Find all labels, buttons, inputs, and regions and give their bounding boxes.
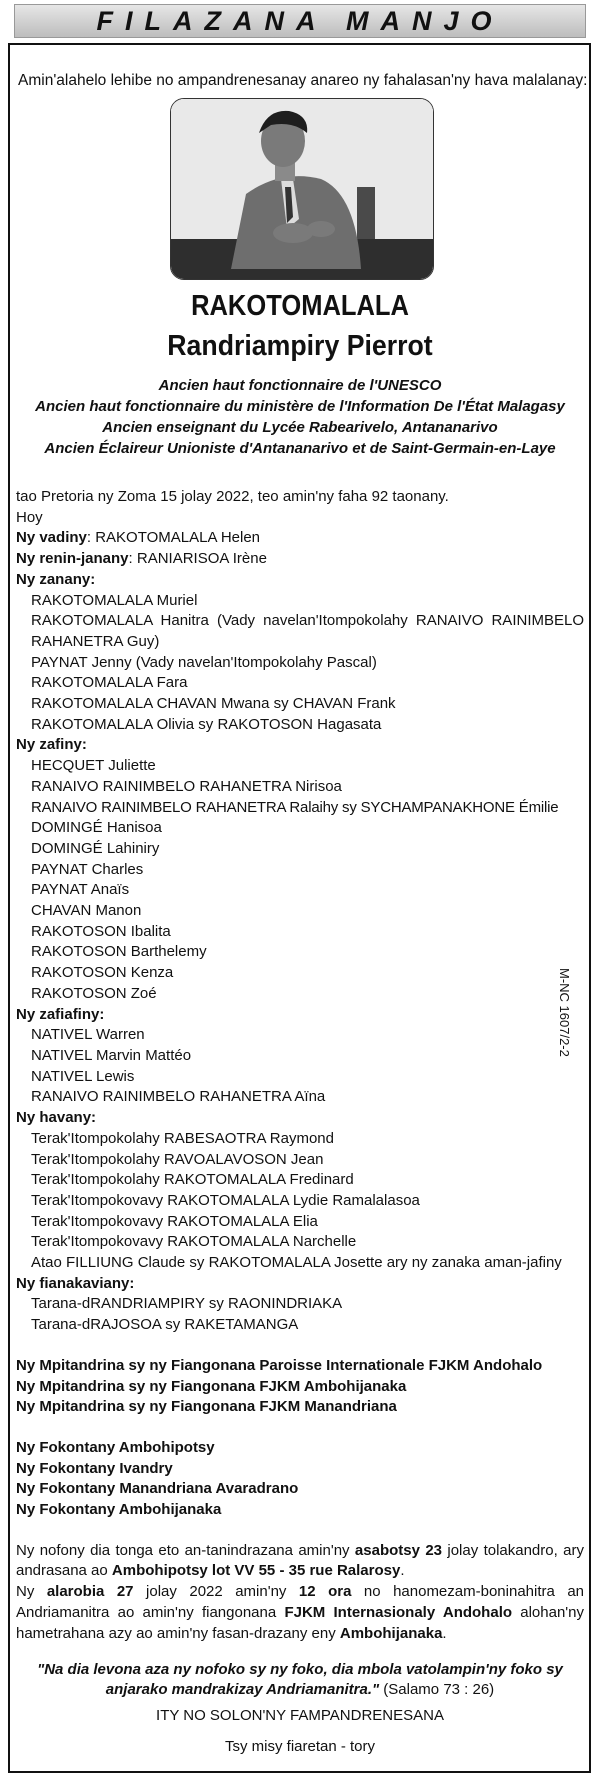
fokontany-line: Ny Fokontany Ambohipotsy [16, 1438, 215, 1456]
quote-reference: (Salamo 73 : 26) [379, 1681, 495, 1699]
death-line: tao Pretoria ny Zoma 15 jolay 2022, teo amin'ny faha 92 taonany. [16, 488, 449, 505]
list-item: NATIVEL Marvin Mattéo [31, 1046, 192, 1064]
list-item: RAKOTOSON Zoé [31, 984, 157, 1002]
list-item: DOMINGÉ Lahiniry [31, 839, 160, 857]
list-item: Tarana-dRANDRIAMPIRY sy RAONINDRIAKA [31, 1295, 343, 1313]
list-item: Terak'Itompokolahy RAVOALAVOSON Jean [31, 1150, 324, 1168]
fokontany-line: Ny Fokontany Ivandry [16, 1459, 173, 1477]
family-label: Ny fianakaviany [16, 1274, 130, 1292]
list-item: NATIVEL Lewis [31, 1067, 135, 1085]
list-item: RANAIVO RAINIMBELO RAHANETRA Nirisoa [31, 777, 342, 795]
intro-text: Amin'alahelo lehibe no ampandrenesanay anareo ny fahalasan'ny hava malalanay: [18, 72, 588, 89]
church-line: Ny Mpitandrina sy ny Fiangonana FJKM Ambohijanaka [16, 1377, 407, 1395]
inlaws-label: Ny renin-janany [16, 550, 129, 568]
great-grandchildren-label: Ny zafiafiny [16, 1005, 100, 1023]
fokontany-line: Ny Fokontany Manandriana Avaradrano [16, 1480, 299, 1498]
list-item: Terak'Itompokovavy RAKOTOMALALA Elia [31, 1212, 318, 1230]
list-item: PAYNAT Anaïs [31, 881, 130, 899]
titles-block [20, 375, 580, 459]
list-item: RAKOTOMALALA Fara [31, 674, 188, 692]
church-line: Ny Mpitandrina sy ny Fiangonana FJKM Manandriana [16, 1398, 397, 1416]
children-label: Ny zanany [16, 570, 91, 588]
spouse-label: Ny vadiny [16, 529, 87, 547]
quote-text: "Na dia levona aza ny nofoko sy ny foko, dia mbola vatolampin'ny foko sy anjarako mandrakizay Andriamanitra." [37, 1661, 563, 1699]
list-item: RAKOTOMALALA Olivia sy RAKOTOSON Hagasata [31, 715, 382, 733]
notice-body [16, 487, 584, 1758]
header-banner [14, 4, 586, 38]
list-item: Tarana-dRAJOSOA sy RAKETAMANGA [31, 1316, 299, 1334]
title-line: Ancien enseignant du Lycée Rabearivelo, Antananarivo [102, 419, 498, 436]
spouse-line [16, 528, 584, 549]
list-item: HECQUET Juliette [31, 757, 156, 775]
banner-title: FILAZANA MANJO [96, 5, 504, 36]
title-line: Ancien haut fonctionnaire de l'UNESCO [158, 377, 442, 394]
funeral-paragraph-1: Ny nofony dia tonga eto an-tanindrazana amin'ny asabotsy 23 jolay tolakandro, ary andrasana ao Ambohipotsy lot VV 55 - 35 rue Ralarosy. [16, 1541, 584, 1580]
list-item: RAKOTOSON Barthelemy [31, 943, 207, 961]
family-heading: Ny fianakaviany: [16, 1274, 135, 1292]
relatives-heading: Ny havany: [16, 1109, 97, 1127]
list-item: DOMINGÉ Hanisoa [31, 819, 162, 837]
list-item: RAKOTOMALALA Hanitra (Vady navelan'Itompokolahy RANAIVO RAINIMBELO RAHANETRA Guy) [31, 612, 584, 650]
list-item: PAYNAT Charles [31, 860, 144, 878]
great-grandchildren-heading: Ny zafiafiny: [16, 1005, 105, 1023]
church-line: Ny Mpitandrina sy ny Fiangonana Paroisse Internationale FJKM Andohalo [16, 1356, 543, 1374]
inlaws-line [16, 549, 584, 570]
list-item: RAKOTOMALALA CHAVAN Mwana sy CHAVAN Frank [31, 695, 396, 713]
bible-quote [16, 1660, 584, 1700]
grandchildren-label: Ny zafiny [16, 736, 82, 754]
list-item: RANAIVO RAINIMBELO RAHANETRA Aïna [31, 1088, 326, 1106]
reference-code-text: M-NC 1607/2-2 [557, 968, 572, 1057]
title-line: Ancien haut fonctionnaire du ministère de l'Information De l'État Malagasy [35, 398, 565, 415]
relatives-label: Ny havany [16, 1109, 92, 1127]
children-heading: Ny zanany: [16, 570, 96, 588]
hoy-label: Hoy [16, 508, 43, 526]
fokontany-line: Ny Fokontany Ambohijanaka [16, 1501, 222, 1519]
inlaws-value: : RANIARISOA Irène [128, 550, 267, 568]
footer-line: Tsy misy fiaretan - tory [224, 1737, 376, 1755]
list-item: CHAVAN Manon [31, 902, 142, 920]
closing-line: ITY NO SOLON'NY FAMPANDRENESANA [156, 1707, 444, 1725]
list-item: RAKOTOSON Kenza [31, 964, 174, 982]
title-line: Ancien Éclaireur Unioniste d'Antananarivo et de Saint-Germain-en-Laye [44, 440, 556, 457]
given-name: Randriampiry Pierrot [167, 330, 433, 362]
list-item: RAKOTOSON Ibalita [31, 922, 171, 940]
list-item: Terak'Itompokolahy RAKOTOMALALA Fredinard [31, 1171, 354, 1189]
list-item: Terak'Itompokovavy RAKOTOMALALA Narchelle [31, 1233, 357, 1251]
list-item: RAKOTOMALALA Muriel [31, 591, 198, 609]
spouse-value: : RAKOTOMALALA Helen [86, 529, 261, 547]
funeral-paragraph-2: Ny alarobia 27 jolay 2022 amin'ny 12 ora no hanomezam-boninahitra an Andriamanitra ao amin'ny fiangonana FJKM Internasionaly Andohalo alohan'ny hametrahana azy ao amin'ny fasan-drazany eny Ambohijanaka. [16, 1583, 585, 1642]
list-item: Terak'Itompokovavy RAKOTOMALALA Lydie Ramalalasoa [31, 1191, 420, 1209]
portrait-photo [170, 98, 434, 280]
list-item: Atao FILLIUNG Claude sy RAKOTOMALALA Josette ary ny zanaka aman-jafiny [31, 1254, 562, 1272]
list-item: Terak'Itompokolahy RABESAOTRA Raymond [31, 1129, 334, 1147]
grandchildren-heading: Ny zafiny: [16, 736, 87, 754]
list-item: PAYNAT Jenny (Vady navelan'Itompokolahy Pascal) [31, 653, 377, 671]
list-item: RANAIVO RAINIMBELO RAHANETRA Ralaihy sy SYCHAMPANAKHONE Émilie [31, 798, 559, 816]
list-item: NATIVEL Warren [31, 1026, 145, 1044]
surname: RAKOTOMALALA [191, 290, 409, 322]
